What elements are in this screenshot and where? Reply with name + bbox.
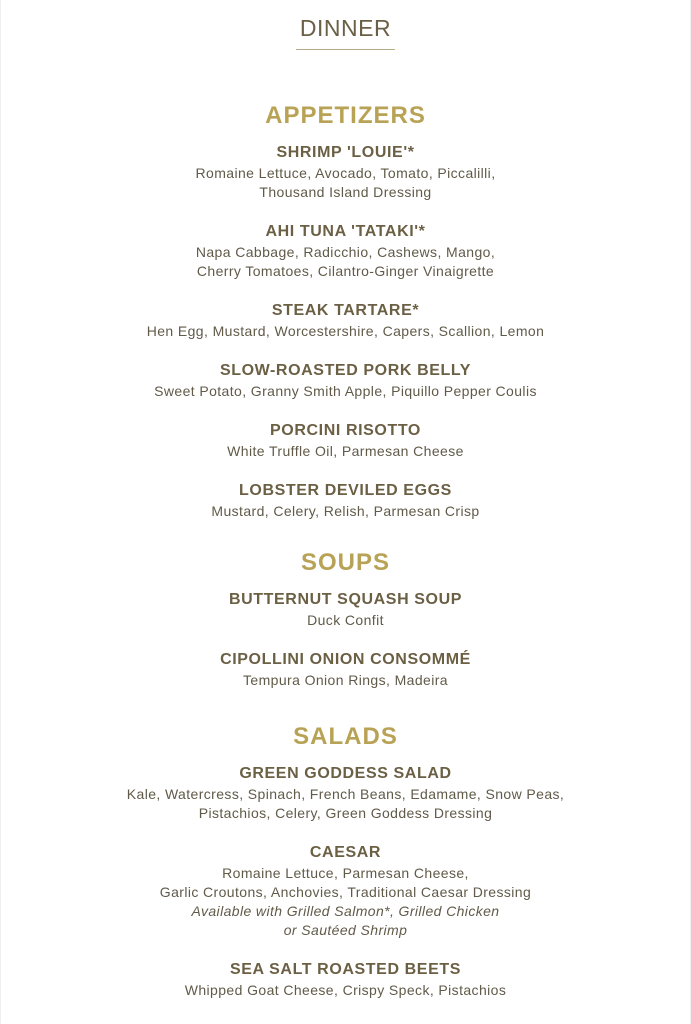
menu-item-lobster-deviled-eggs (1, 481, 690, 521)
menu-item-porcini-risotto (1, 421, 690, 461)
item-name: AHI TUNA 'TATAKI'* (265, 223, 426, 240)
menu-item-cipollini-onion-consomme (1, 650, 690, 690)
item-name: SHRIMP 'LOUIE'* (276, 144, 415, 161)
menu-item-pork-belly (1, 361, 690, 401)
section-salads (1, 723, 690, 1000)
item-desc-line: Tempura Onion Rings, Madeira (243, 672, 448, 688)
menu-item-steak-tartare (1, 301, 690, 341)
menu-item-sea-salt-roasted-beets (1, 960, 690, 1000)
item-name: BUTTERNUT SQUASH SOUP (228, 591, 463, 608)
menu-item-caesar (1, 843, 690, 940)
item-desc-line: Garlic Croutons, Anchovies, Traditional Caesar Dressing (159, 884, 532, 900)
section-heading-salads: SALADS (293, 723, 398, 750)
soups-list (1, 590, 690, 690)
section-heading-appetizers: APPETIZERS (265, 102, 426, 129)
item-name: CIPOLLINI ONION CONSOMMÉ (220, 651, 471, 668)
section-heading-soups: SOUPS (300, 549, 391, 576)
item-name: SLOW-ROASTED PORK BELLY (219, 362, 472, 379)
item-desc-line: Kale, Watercress, Spinach, French Beans, Edamame, Snow Peas, (126, 786, 565, 802)
item-note-line: Available with Grilled Salmon*, Grilled Chicken (191, 903, 500, 919)
item-desc-line: Romaine Lettuce, Avocado, Tomato, Piccalilli, (195, 165, 496, 181)
menu-item-shrimp-louie (1, 143, 690, 202)
item-desc-line: Hen Egg, Mustard, Worcestershire, Capers, Scallion, Lemon (146, 323, 545, 339)
salads-list (1, 764, 690, 1000)
item-desc-line: Mustard, Celery, Relish, Parmesan Crisp (211, 503, 480, 519)
menu-item-ahi-tuna-tataki (1, 222, 690, 281)
appetizers-list (1, 143, 690, 521)
item-note-line: or Sautéed Shrimp (283, 922, 408, 938)
item-name: GREEN GODDESS SALAD (239, 765, 452, 782)
menu-title: DINNER (296, 15, 395, 50)
item-desc-line: Whipped Goat Cheese, Crispy Speck, Pistachios (184, 982, 507, 998)
section-soups (1, 549, 690, 690)
item-name: PORCINI RISOTTO (270, 422, 421, 439)
item-name: CAESAR (309, 844, 382, 861)
item-name: SEA SALT ROASTED BEETS (230, 961, 461, 978)
item-desc-line: Pistachios, Celery, Green Goddess Dressing (198, 805, 493, 821)
section-appetizers (1, 102, 690, 521)
item-desc-line: Romaine Lettuce, Parmesan Cheese, (222, 865, 469, 881)
item-desc-line: Sweet Potato, Granny Smith Apple, Piquillo Pepper Coulis (154, 383, 537, 399)
item-name: STEAK TARTARE* (271, 302, 420, 319)
item-desc-line: Thousand Island Dressing (259, 184, 432, 200)
item-desc-line: Duck Confit (307, 612, 384, 628)
item-desc-line: Cherry Tomatoes, Cilantro-Ginger Vinaigrette (196, 263, 495, 279)
item-desc-line: White Truffle Oil, Parmesan Cheese (227, 443, 464, 459)
menu-item-green-goddess-salad (1, 764, 690, 823)
item-desc-line: Napa Cabbage, Radicchio, Cashews, Mango, (195, 244, 496, 260)
item-name: LOBSTER DEVILED EGGS (239, 482, 452, 499)
menu-item-butternut-squash-soup (1, 590, 690, 630)
